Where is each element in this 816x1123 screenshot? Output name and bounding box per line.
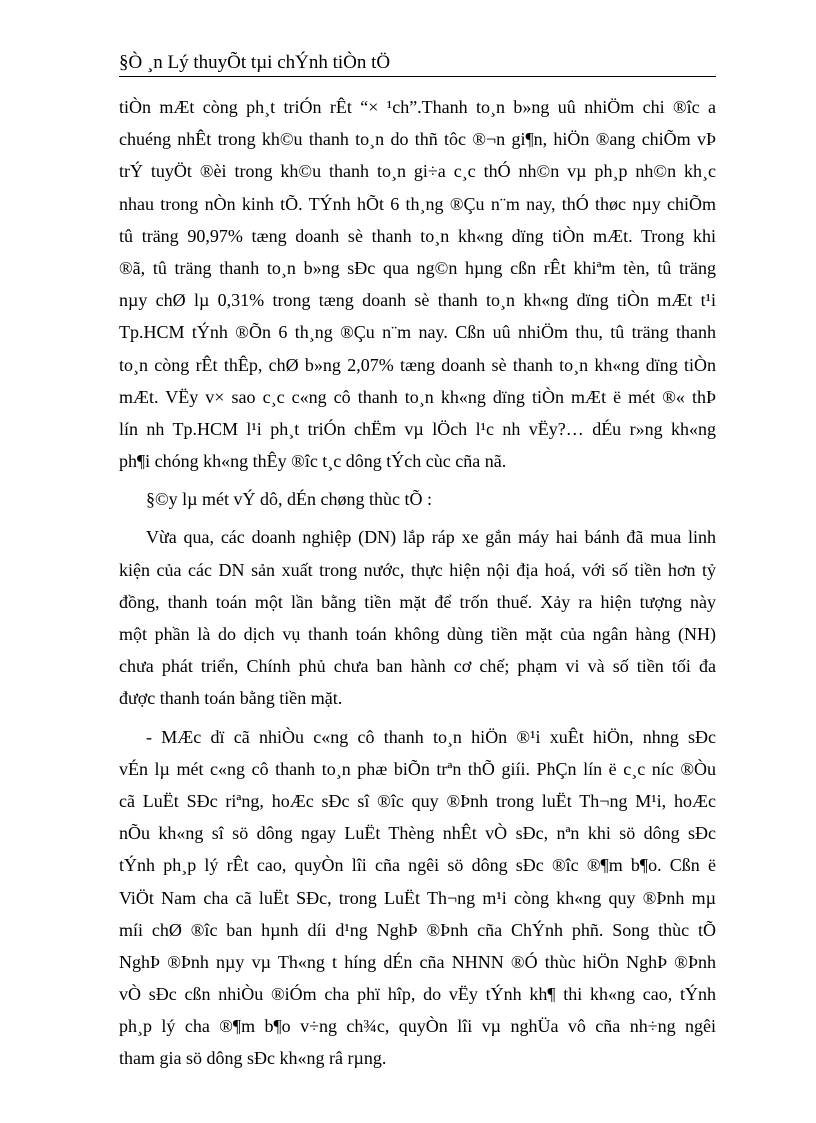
text-line: to¸n còng rÊt thÊp, chØ b»ng 2,07% tæng doanh sè thanh to¸n kh«ng dïng tiÒn xyxy=(119,354,716,375)
text-line: lín nh Tp.HCM l¹i ph¸t triÓn chËm vµ lÖch l¹c nh vËy?… dÉu r»ng kh«ng xyxy=(119,418,716,439)
text-line: ph¶i chóng kh«ng thÊy ®îc t¸c dông tÝch cùc cña nã. xyxy=(119,451,507,472)
text-line: đồng, thanh toán một lần bằng tiền mặt để trốn thuế. Xảy ra hiện tượng này xyxy=(119,591,716,612)
paragraph xyxy=(119,721,716,1075)
text-line: chuéng nhÊt trong kh©u thanh to¸n do thñ tôc ®¬n gi¶n, hiÖn ®ang chiÕm vÞ xyxy=(119,129,716,150)
text-line: - MÆc dï cã nhiÒu c«ng cô thanh to¸n hiÖn ®¹i xuÊt hiÖn, nhng sÐc xyxy=(146,726,716,747)
text-line: nÕu kh«ng sî sö dông ngay LuËt Thèng nhÊt vÒ sÐc, nªn khi sö dông sÐc xyxy=(119,823,716,844)
text-line: NghÞ ®Þnh nµy vµ Th«ng t híng dÉn cña NHNN ®Ó thùc hiÖn NghÞ ®Þnh xyxy=(119,951,716,972)
text-line: ®ã, tû träng thanh to¸n b»ng sÐc qua ng©n hµng cßn rÊt khiªm tèn, tû träng xyxy=(119,257,716,278)
text-line: vÉn lµ mét c«ng cô thanh to¸n phæ biÕn trªn thÕ giíi. PhÇn lín ë c¸c níc ®Òu xyxy=(119,758,716,779)
text-line: chưa phát triển, Chính phủ chưa ban hành cơ chế; phạm vi và số tiền tối đa xyxy=(119,656,716,677)
paragraph xyxy=(119,91,716,477)
text-line: tiÒn mÆt còng ph¸t triÓn rÊt “× ¹ch”.Thanh to¸n b»ng uû nhiÖm chi ®îc a xyxy=(119,97,716,117)
page-header-title: §Ò ¸n Lý thuyÕt tµi chÝnh tiÒn tÖ xyxy=(119,52,391,73)
text-line: vÒ sÐc cßn nhiÒu ®iÓm cha phï hîp, do vËy tÝnh kh¶ thi kh«ng cao, tÝnh xyxy=(119,984,716,1005)
text-line: kiện của các DN sản xuất trong nước, thực hiện nội địa hoá, với số tiền hơn tỷ xyxy=(119,559,716,580)
text-line: nµy chØ lµ 0,31% trong tæng doanh sè thanh to¸n kh«ng dïng tiÒn mÆt t¹i xyxy=(119,290,716,311)
text-line: ViÖt Nam cha cã luËt SÐc, trong LuËt Th¬ng m¹i còng kh«ng quy ®Þnh mµ xyxy=(119,887,716,908)
text-line: §©y lµ mét vÝ dô, dÉn chøng thùc tÕ : xyxy=(146,489,433,510)
text-line: được thanh toán bằng tiền mặt. xyxy=(119,688,343,709)
text-line: nhau trong nÒn kinh tÕ. TÝnh hÕt 6 th¸ng ®Çu n¨m nay, thÓ thøc nµy chiÕm xyxy=(119,193,716,214)
paragraph xyxy=(119,521,716,714)
text-line: Tp.HCM tÝnh ®Õn 6 th¸ng ®Çu n¨m nay. Cßn uû nhiÖm thu, tû träng thanh xyxy=(119,322,716,343)
text-line: cã LuËt SÐc riªng, hoÆc sÐc sî ®îc quy ®Þnh trong luËt Th¬ng M¹i, hoÆc xyxy=(119,790,716,811)
text-line: ph¸p lý cha ®¶m b¶o v÷ng ch¾c, quyÒn lîi vµ nghÜa vô cña nh÷ng ngêi xyxy=(119,1016,716,1037)
text-line: tÝnh ph¸p lý rÊt cao, quyÒn lîi cña ngêi sö dông sÐc ®îc ®¶m b¶o. Cßn ë xyxy=(119,855,716,876)
text-line: tham gia sö dông sÐc kh«ng râ rµng. xyxy=(119,1048,387,1069)
text-line: mÆt. VËy v× sao c¸c c«ng cô thanh to¸n kh«ng dïng tiÒn mÆt ë mét ®« thÞ xyxy=(119,386,716,407)
paragraph xyxy=(119,483,716,515)
text-line: tû träng 90,97% tæng doanh sè thanh to¸n kh«ng dïng tiÒn mÆt. Trong khi xyxy=(119,225,716,246)
text-line: míi chØ ®îc ban hµnh díi d¹ng NghÞ ®Þnh cña ChÝnh phñ. Song thùc tÕ xyxy=(119,919,716,940)
text-line: Vừa qua, các doanh nghiệp (DN) lắp ráp xe gắn máy hai bánh đã mua linh xyxy=(146,527,716,548)
text-line: trÝ tuyÖt ®èi trong kh©u thanh to¸n gi÷a c¸c thÓ nh©n vµ ph¸p nh©n kh¸c xyxy=(119,161,716,182)
document-body xyxy=(119,91,716,1075)
header-divider xyxy=(119,76,716,77)
text-line: một phần là do dịch vụ thanh toán không dùng tiền mặt của ngân hàng (NH) xyxy=(119,624,716,644)
